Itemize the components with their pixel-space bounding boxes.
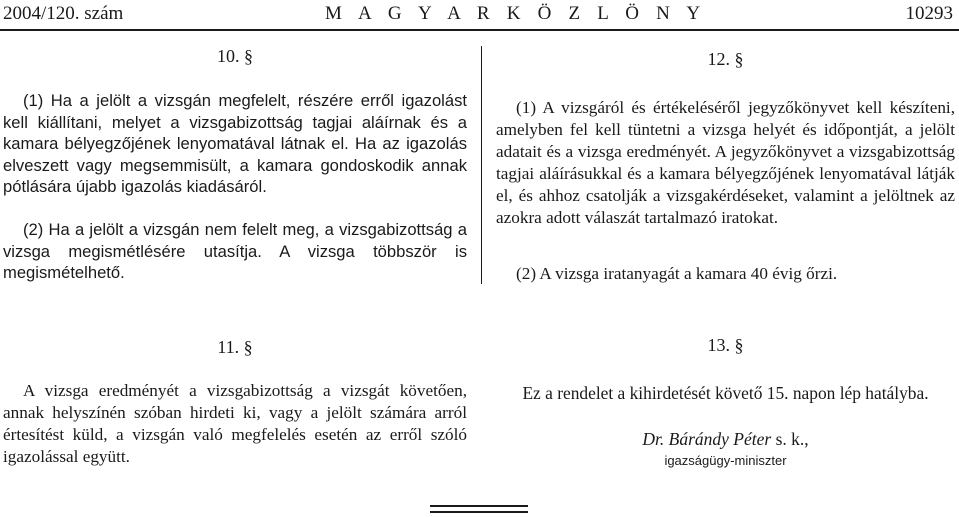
signatory-role: igazságügy-miniszter — [664, 453, 787, 468]
section-10-paragraph-2: (2) Ha a jelölt a vizsgán nem felelt meg, a vizsgabizottság a vizsga megismétlésére utasítja. A vizsga többször is megismételhető. — [3, 220, 467, 282]
page-number: 10293 — [905, 3, 953, 24]
end-rule-bottom — [430, 511, 528, 513]
section-12-heading: 12. § — [707, 49, 744, 69]
section-13-heading: 13. § — [707, 335, 744, 355]
signature-suffix: s. k., — [771, 429, 809, 449]
end-rule-top — [430, 505, 528, 507]
signatory-name: Dr. Bárándy Péter — [642, 429, 772, 449]
issue-number: 2004/120. szám — [3, 3, 124, 24]
section-12-paragraph-2: (2) A vizsga iratanyagát a kamara 40 évig őrzi. — [516, 264, 838, 283]
section-11-heading: 11. § — [217, 337, 253, 357]
header-rule — [0, 29, 959, 31]
signature-line — [496, 428, 955, 450]
section-13-paragraph-1: Ez a rendelet a kihirdetését követő 15. napon lép hatályba. — [522, 383, 929, 403]
section-10-paragraph-1: (1) Ha a jelölt a vizsgán megfelelt, részére erről igazolást kell kiállítani, melyet a vizsgabizottság tagjai aláírnak és a kamara bélyegzőjének lenyomatával látnak el. Ha az igazolás elveszett vagy megsemmisült, a kamara gondoskodik annak pótlására újabb igazolás kiadásáról. — [3, 91, 467, 196]
section-11-paragraph-1: A vizsga eredményét a vizsgabizottság a vizsgát követően, annak helyszínén szóban hirdeti ki, vagy a jelölt számára arról értesítést küld, a vizsgán való megfelelés esetén az erről szóló igazolással együtt. — [3, 381, 467, 466]
section-10-heading: 10. § — [217, 46, 253, 66]
publication-title: M A G Y A R K Ö Z L Ö N Y — [325, 3, 707, 24]
section-12-paragraph-1: (1) A vizsgáról és értékeléséről jegyzőkönyvet kell készíteni, amelyben fel kell tüntetni a vizsga helyét és időpontját, a jelölt adatait és a vizsga eredményét. A jegyzőkönyvet a vizsgabizottság tagjai aláírásukkal és a kamara bélyegzőjének lenyomatával látják el, és ahhoz csatolják a vizsgakérdéseket, valamint a jelöltnek az azokra adott válaszát tartalmazó iratokat. — [496, 98, 955, 227]
column-divider — [481, 46, 482, 284]
